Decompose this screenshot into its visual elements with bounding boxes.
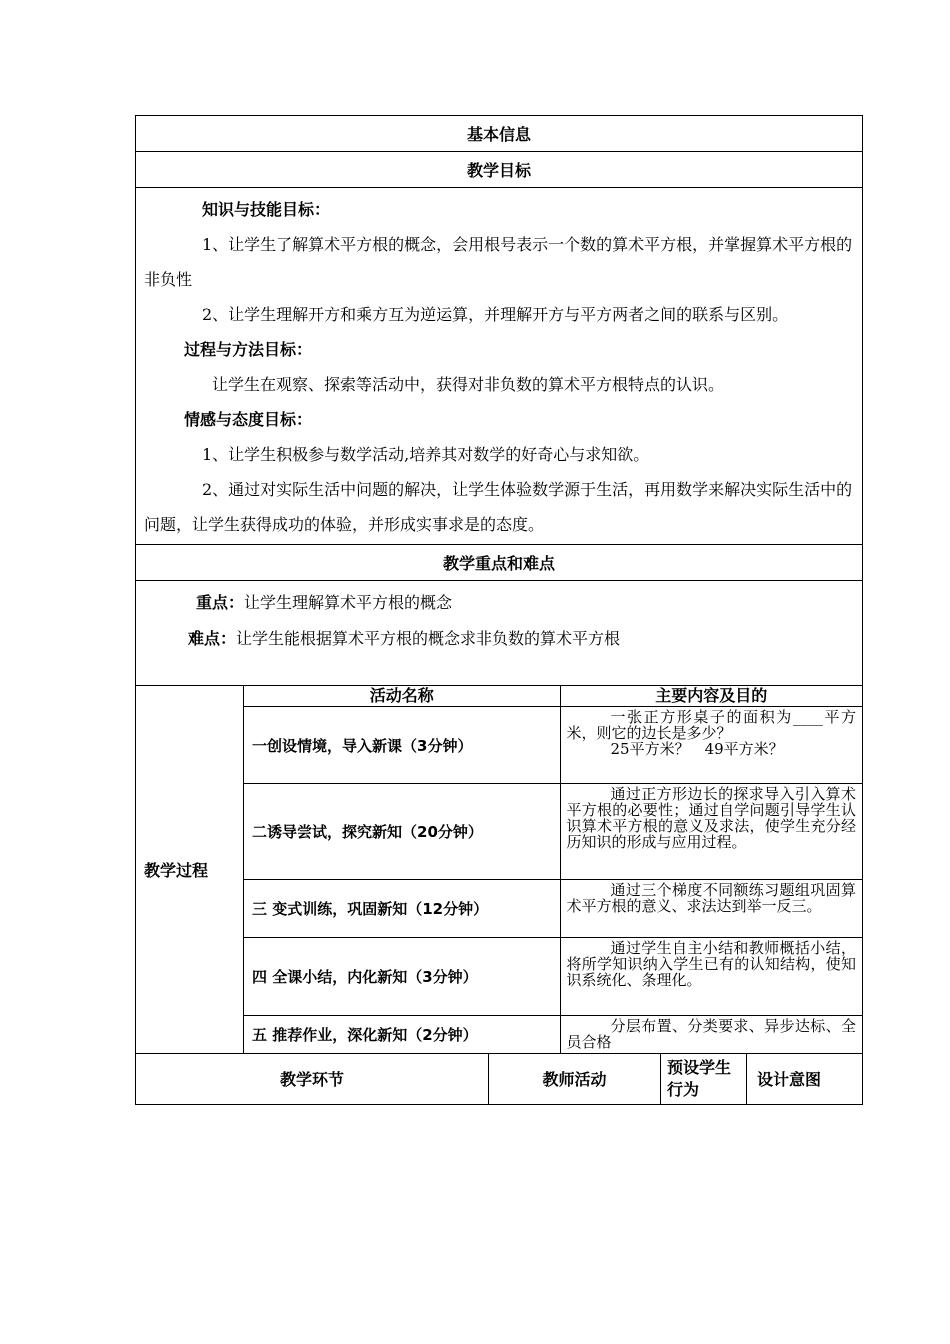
activity-desc-5: 分层布置、分类要求、异步达标、全员合格 bbox=[560, 1016, 862, 1053]
activity-name-4: 四 全课小结，内化新知（3分钟） bbox=[244, 938, 560, 1016]
content-header: 主要内容及目的 bbox=[560, 686, 862, 707]
process-title: 过程与方法目标： bbox=[184, 340, 313, 359]
knowledge-item-1: 1、让学生了解算术平方根的概念，会用根号表示一个数的算术平方根，并掌握算术平方根的非负性 bbox=[144, 235, 853, 289]
knowledge-title: 知识与技能目标： bbox=[202, 200, 331, 219]
process-item-1: 让学生在观察、探索等活动中，获得对非负数的算术平方根特点的认识。 bbox=[212, 375, 725, 394]
activity-name-1: 一创设情境，导入新课（3分钟） bbox=[244, 707, 560, 784]
activity-desc-1-text: 一张正方形桌子的面积为____平方米，则它的边长是多少？ bbox=[566, 708, 857, 742]
difficulty-text: 让学生能根据算术平方根的概念求非负数的算术平方根 bbox=[236, 629, 621, 648]
emotion-item-1: 1、让学生积极参与数学活动,培养其对数学的好奇心与求知欲。 bbox=[202, 445, 650, 464]
activity-desc-1 bbox=[560, 707, 862, 784]
objectives-header: 教学目标 bbox=[136, 152, 863, 188]
process-table bbox=[244, 686, 862, 1053]
activity-name-5: 五 推荐作业，深化新知（2分钟） bbox=[244, 1016, 560, 1053]
activity-desc-2: 通过正方形边长的探求导入引入算术平方根的必要性；通过自学问题引导学生认识算术平方根的意义及求法，使学生充分经历知识的形成与应用过程。 bbox=[560, 784, 862, 880]
teaching-stage-header: 教学环节 bbox=[136, 1053, 489, 1104]
student-behavior-header: 预设学生行为 bbox=[661, 1053, 747, 1104]
focus-line bbox=[136, 585, 862, 621]
focus-text: 让学生理解算术平方根的概念 bbox=[244, 593, 453, 612]
key-points-cell bbox=[136, 581, 863, 686]
teacher-activity-header: 教师活动 bbox=[489, 1053, 661, 1104]
activity-name-2: 二诱导尝试，探究新知（20分钟） bbox=[244, 784, 560, 880]
design-intent-header: 设计意图 bbox=[747, 1053, 863, 1104]
difficulty-label: 难点： bbox=[188, 629, 237, 648]
key-points-header: 教学重点和难点 bbox=[136, 545, 863, 581]
process-inner-cell bbox=[244, 686, 863, 1054]
teaching-process-label: 教学过程 bbox=[136, 686, 244, 1054]
emotion-item-2: 2、通过对实际生活中问题的解决，让学生体验数学源于生活，再用数学来解决实际生活中的问题，让学生获得成功的体验，并形成实事求是的态度。 bbox=[144, 480, 853, 534]
lesson-plan-table bbox=[135, 115, 863, 1105]
objectives-cell bbox=[136, 188, 863, 545]
difficulty-line bbox=[136, 621, 862, 657]
emotion-title: 情感与态度目标： bbox=[184, 410, 313, 429]
basic-info-header: 基本信息 bbox=[136, 116, 863, 152]
activity-name-header: 活动名称 bbox=[244, 686, 560, 707]
activity-desc-3: 通过三个梯度不同额练习题组巩固算术平方根的意义、求法达到举一反三。 bbox=[560, 880, 862, 938]
focus-label: 重点： bbox=[196, 593, 245, 612]
knowledge-item-2: 2、让学生理解开方和乘方互为逆运算，并理解开方与平方两者之间的联系与区别。 bbox=[202, 305, 789, 324]
activity-desc-4: 通过学生自主小结和教师概括小结，将所学知识纳入学生已有的认知结构，使知识系统化、条理化。 bbox=[560, 938, 862, 1016]
activity-name-3: 三 变式训练，巩固新知（12分钟） bbox=[244, 880, 560, 938]
activity-desc-1-text2: 25平方米？ 49平方米？ bbox=[610, 740, 784, 758]
